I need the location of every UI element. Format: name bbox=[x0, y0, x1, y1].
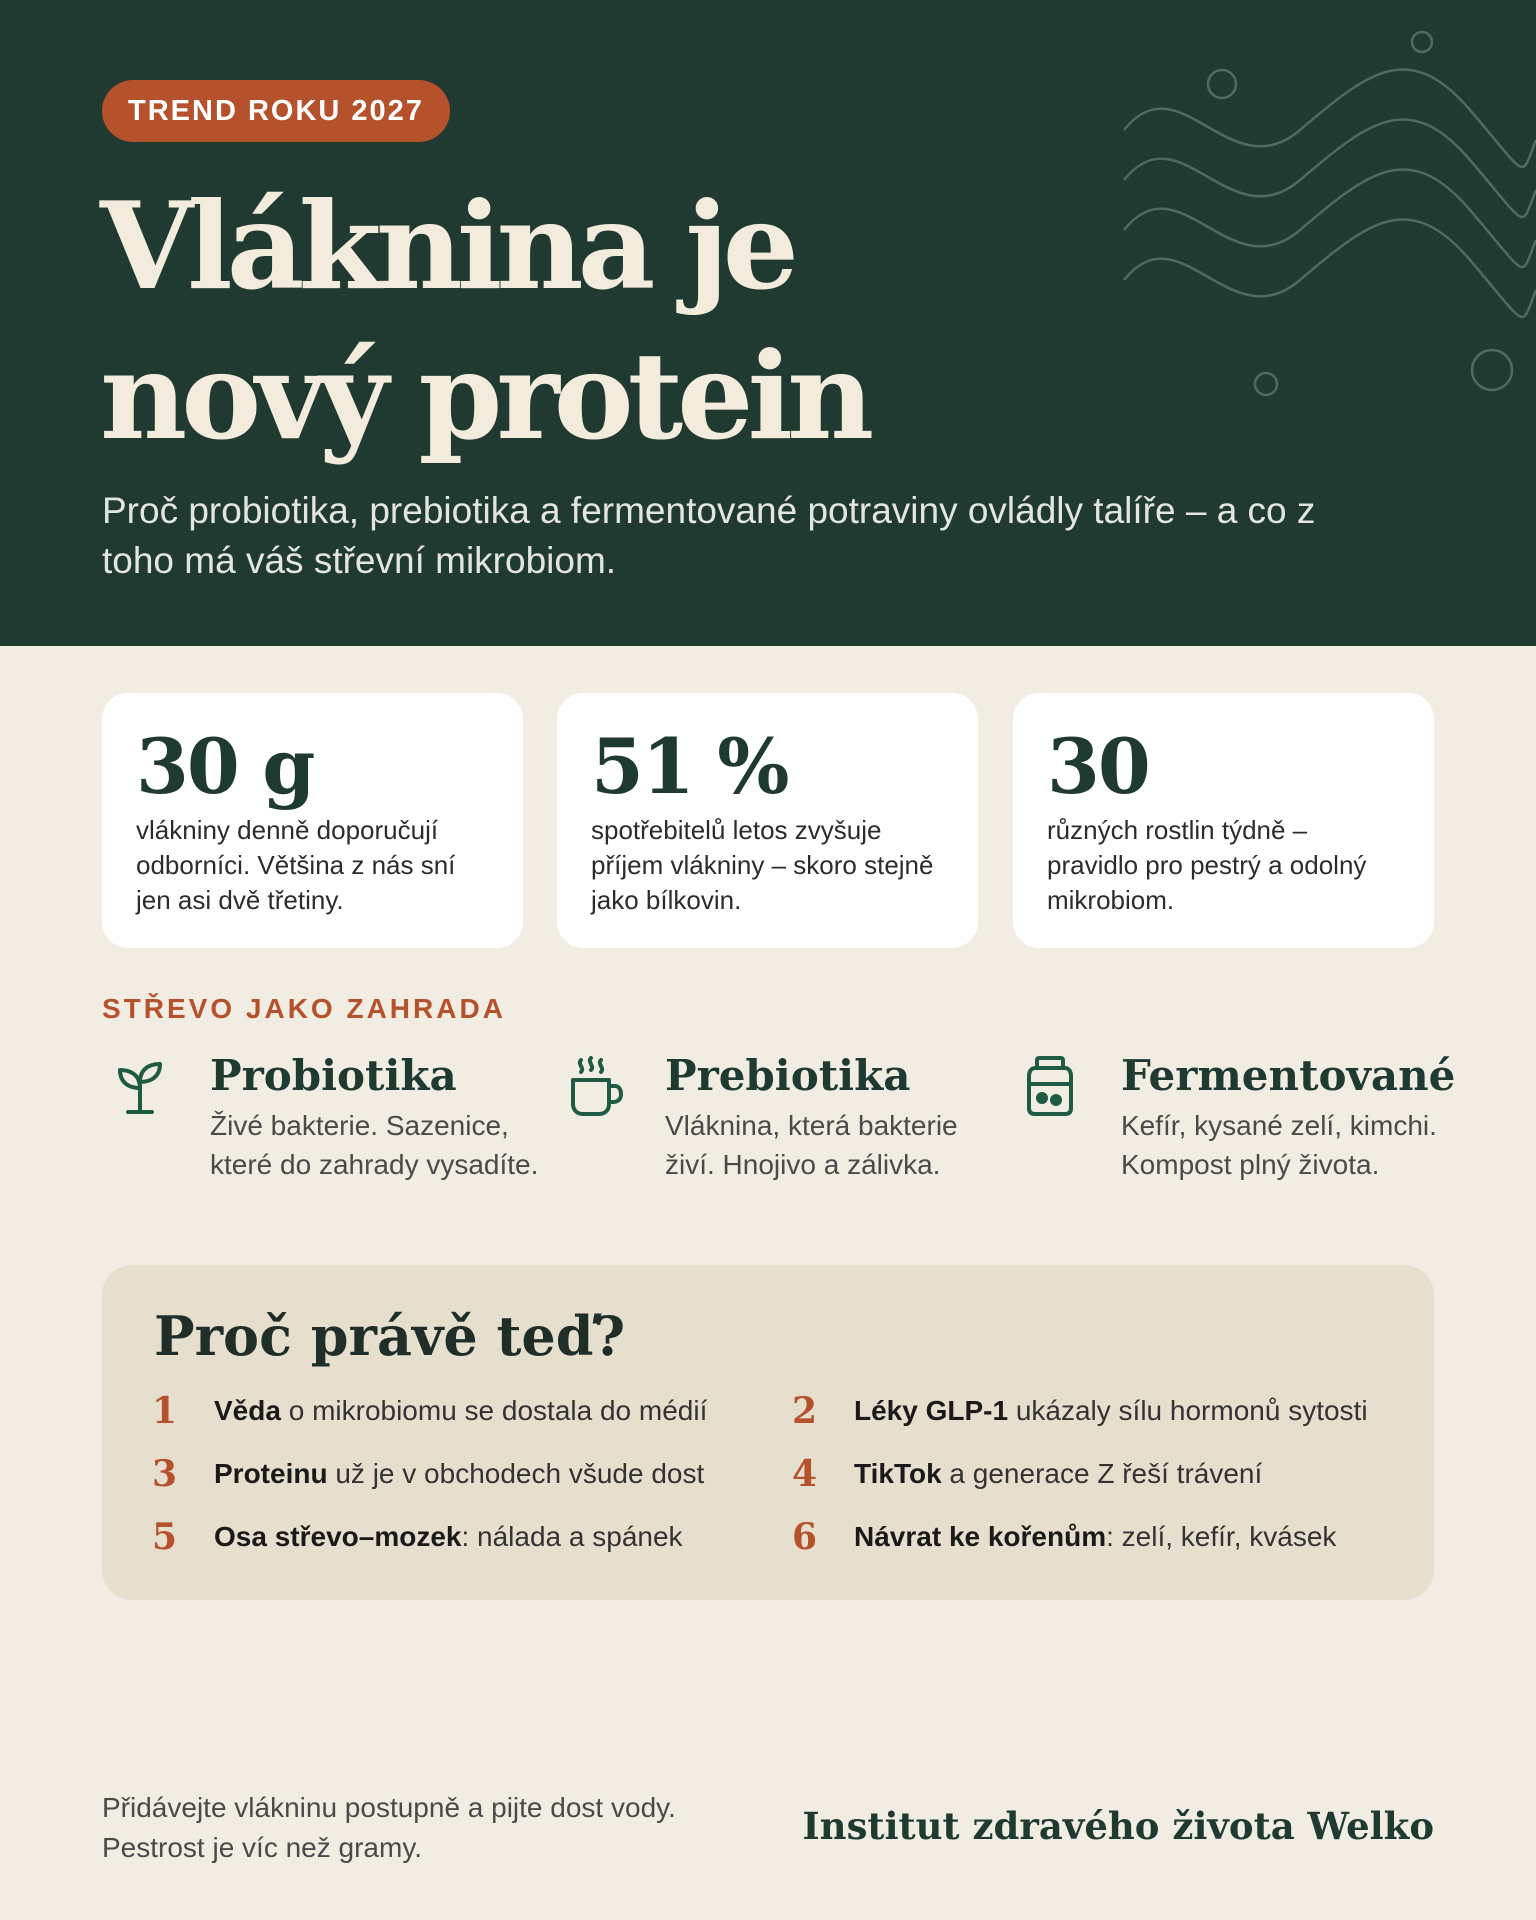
section-label: STŘEVO JAKO ZAHRADA bbox=[102, 993, 506, 1024]
sprout-icon bbox=[112, 1054, 168, 1118]
why-now-text: : zelí, kefír, kvásek bbox=[1106, 1521, 1337, 1552]
garden-item-text: Živé bakterie. Sazenice, které do zahrady vysadíte. bbox=[210, 1110, 539, 1180]
why-now-panel bbox=[102, 1265, 1434, 1600]
why-now-keyword: Proteinu bbox=[214, 1458, 328, 1489]
why-now-keyword: TikTok bbox=[854, 1458, 942, 1489]
garden-item-text: Kefír, kysané zelí, kimchi. Kompost plný života. bbox=[1121, 1110, 1437, 1180]
wavy-lines-and-circles-icon bbox=[1110, 20, 1536, 400]
stat-value: 30 g bbox=[136, 722, 314, 811]
stat-description: spotřebitelů letos zvyšuje příjem vlákniny – skoro stejně jako bílkovin. bbox=[591, 815, 934, 915]
why-now-text: o mikrobiomu se dostala do médií bbox=[280, 1395, 708, 1426]
footer-note-line-1: Přidávejte vlákninu postupně a pijte dost vody. bbox=[102, 1792, 676, 1823]
why-now-title: Proč právě teď? bbox=[154, 1304, 626, 1368]
why-now-keyword: Návrat ke kořenům bbox=[854, 1521, 1107, 1552]
page-subtitle: Proč probiotika, prebiotika a fermentované potraviny ovládly talíře – a co z toho má váš střevní mikrobiom. bbox=[102, 490, 1316, 581]
garden-item-title: Fermentované bbox=[1121, 1051, 1456, 1100]
cup-icon bbox=[567, 1054, 623, 1118]
title-line-2: nový protein bbox=[100, 326, 869, 467]
garden-item-title: Probiotika bbox=[210, 1051, 457, 1100]
stat-value: 51 % bbox=[591, 722, 788, 811]
page-title bbox=[100, 172, 1100, 472]
hero-banner bbox=[0, 0, 1536, 646]
why-now-number: 4 bbox=[792, 1453, 818, 1495]
why-now-number: 2 bbox=[792, 1390, 818, 1432]
why-now-keyword: Osa střevo–mozek bbox=[214, 1521, 462, 1552]
garden-item-title: Prebiotika bbox=[665, 1051, 911, 1100]
trend-badge: TREND ROKU 2027 bbox=[102, 80, 450, 142]
stat-card-plants-weekly bbox=[1013, 693, 1434, 948]
stat-card-consumer-percent bbox=[557, 693, 978, 948]
why-now-number: 6 bbox=[792, 1516, 818, 1558]
jar-icon bbox=[1023, 1054, 1079, 1118]
why-now-text: už je v obchodech všude dost bbox=[327, 1458, 705, 1489]
stat-value: 30 bbox=[1047, 722, 1149, 811]
why-now-text: a generace Z řeší trávení bbox=[941, 1458, 1263, 1489]
footer-organization: Institut zdravého života Welko bbox=[802, 1804, 1434, 1848]
stat-card-fiber-grams bbox=[102, 693, 523, 948]
garden-item-text: Vláknina, která bakterie živí. Hnojivo a zálivka. bbox=[665, 1110, 958, 1180]
why-now-number: 1 bbox=[152, 1390, 178, 1432]
title-line-1: Vláknina je bbox=[100, 176, 793, 317]
stat-description: vlákniny denně doporučují odborníci. Většina z nás sní jen asi dvě třetiny. bbox=[136, 815, 456, 915]
why-now-number: 3 bbox=[152, 1453, 178, 1495]
stat-description: různých rostlin týdně – pravidlo pro pestrý a odolný mikrobiom. bbox=[1047, 815, 1367, 915]
footer-note-line-2: Pestrost je víc než gramy. bbox=[102, 1832, 423, 1863]
why-now-keyword: Věda bbox=[214, 1395, 281, 1426]
why-now-text: ukázaly sílu hormonů sytosti bbox=[1008, 1395, 1368, 1426]
why-now-text: : nálada a spánek bbox=[461, 1521, 683, 1552]
why-now-number: 5 bbox=[152, 1516, 178, 1558]
why-now-keyword: Léky GLP-1 bbox=[854, 1395, 1009, 1426]
footer-note bbox=[102, 1788, 742, 1868]
